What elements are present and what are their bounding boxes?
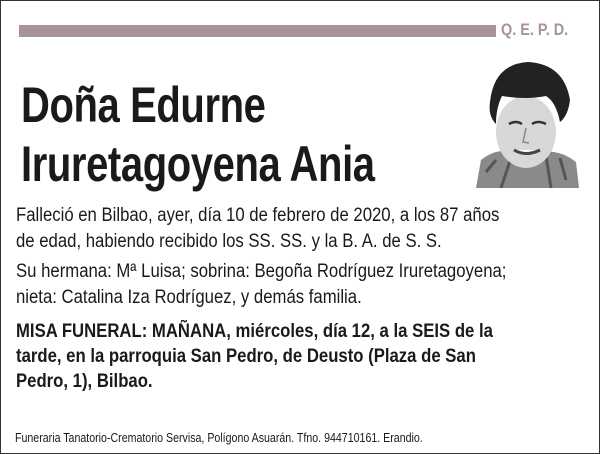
name-line-2: Iruretagoyena Ania bbox=[21, 136, 375, 192]
body-line: Su hermana: Mª Luisa; sobrina: Begoña Rodríguez Iruretagoyena; bbox=[16, 261, 507, 282]
name-line-1: Doña Edurne bbox=[21, 77, 266, 133]
header-bar bbox=[19, 25, 496, 37]
funeral-line: MISA FUNERAL: MAÑANA, miércoles, día 12, a la SEIS de la bbox=[16, 321, 493, 342]
body-line: nieta: Catalina Iza Rodríguez, y demás familia. bbox=[16, 287, 362, 308]
portrait-photo bbox=[476, 60, 579, 188]
qepd-label: Q. E. P. D. bbox=[501, 20, 569, 39]
funeral-home-footer: Funeraria Tanatorio-Crematorio Servisa, Polígono Asuarán. Tfno. 944710161. Erandio. bbox=[15, 431, 423, 445]
body-line: Falleció en Bilbao, ayer, día 10 de febrero de 2020, a los 87 años bbox=[16, 205, 500, 226]
funeral-line: Pedro, 1), Bilbao. bbox=[16, 371, 153, 392]
body-line: de edad, habiendo recibido los SS. SS. y la B. A. de S. S. bbox=[16, 231, 442, 252]
funeral-line: tarde, en la parroquia San Pedro, de Deusto (Plaza de San bbox=[16, 346, 476, 367]
